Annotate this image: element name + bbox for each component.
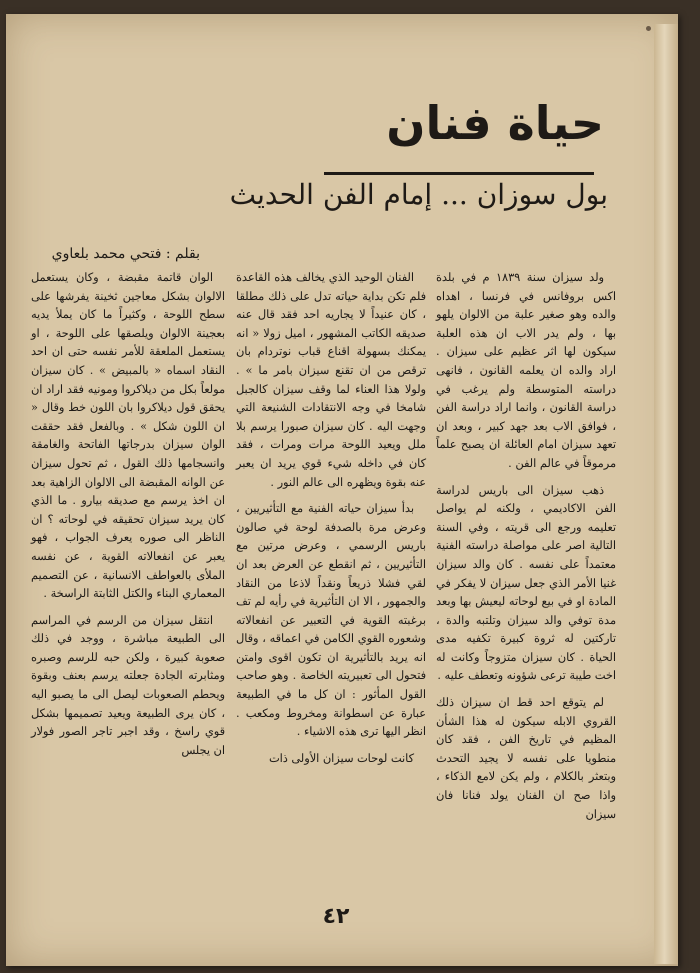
- page-number: ٤٢: [322, 904, 350, 929]
- text-column-left: [31, 269, 225, 768]
- paragraph: ولد سيزان سنة ١٨٣٩ م في بلدة اكس بروفانس في فرنسا ، اهداه والده وهو صغير علبة من الالوان يلهو بها ، ولم يدر الاب ان هذه العلبة سيكون لها اثر عظيم على سيزان . اراد والده ان يعلمه القانون ، فانهى دراسته المتوسطة ولم يرغب في دراسة القانون ، وانما اراد دراسة الفن ، فوافق الاب بعد جهد كبير ، وبعد ان تعهد سيزان امام العائلة ان يصبح علماً مرموقاً في عالم الفن .: [436, 271, 616, 470]
- byline-text: بقلم : فتحي محمد بلعاوي: [51, 246, 200, 262]
- article-title: بول سوزان ... إمام الفن الحديث: [229, 178, 608, 211]
- staple-mark: [646, 26, 651, 31]
- paragraph: كانت لوحات سيزان الأولى ذات: [268, 751, 414, 765]
- paragraph: بدأ سيزان حياته الفنية مع التأثيريين ، وعرض مرة بالصدفة لوحة في صالون باريس الرسمي ، وعرض مرتين مع التأثيريين ، ثم انقطع عن العرض بعد ان لقي فشلا ذريعاً ونقداً لاذعا من النقاد والجمهور ، الا ان التأثيرية في رأيه لم تف برغبته القوية في التعبير عن انفعالاته وشعوره القوي الكامن في اعماقه ، وقال انه يريد بالتأثيرية ان تكون اقوى وامتن فتحول الى تعبيريته الخاصة . وهو صاحب القول المأثور : ان كل ما في الطبيعة عبارة عن اسطوانة ومخروط ومكعب . انظر اليها ترى هذه الاشياء .: [236, 502, 426, 739]
- magazine-section-title: حياة فنان: [386, 96, 604, 150]
- paragraph: ذهب سيزان الى باريس لدراسة الفن الاكاديمي ، ولكنه لم يواصل تعليمه ورجع الى قريته ، وفي السنة التالية اصر على مواصلة دراسته الفنية معتمداً على نفسه . كان والد سيزان غنيا الأمر الذي جعل سيزان لا يفكر في المادة او في بيع لوحاته ليعيش بها وبعد مدة توفي والد سيزان وتلتبه والدة ، تاركتين له ثروة كبيرة تكفيه مدى الحياة . كان سيزان متزوجاً وكانت له اخت طيبة ترعى شؤونه وتعطف عليه .: [436, 483, 616, 683]
- paragraph: الفنان الوحيد الذي يخالف هذه القاعدة فلم تكن بداية حياته تدل على ذلك مطلقا ، كان عنيداً لا يجاريه احد فقد قال عنه صديقه الكاتب المشهور ، اميل زولا « انه يمكنك بسهولة اقناع قباب نوتردام بان ترقص من ان تقنع سيزان بامر ما » . ولولا هذا العناء لما وقف سيزان كالجبل شامخا في وجه الانتقادات الشنيعة التي وجهت اليه . كان سيزان صبورا يرسم بلا ملل ويعيد اللوحة مرات ومرات ، فقد كان في داخله شيء قوي يريد ان يعبر عنه بقوة ويظهره الى عالم النور .: [236, 271, 426, 489]
- text-column-middle: [236, 269, 426, 776]
- paragraph: الوان قاتمة مقبضة ، وكان يستعمل الالوان بشكل معاجين ثخينة يفرشها على سطح اللوحة ، وكثيراً ما كان يملأ يديه بعجينة الالوان ويلصقها على اللوحة ، او يستعمل الملعقة للأمر نفسه حتى ان احد النقاد اسماه « بالمبيض » . كان سيزان مولعاً بكل من ديلاكروا ومونيه فقد اراد ان يحقق قول ديلاكروا بان اللون خط وقال « ان اللون شكل » . وبالفعل فقد حققت الوان سيزان بدرجاتها الفاتحة والغامقة وانسجامها ذلك القول ، ثم تحول سيزان عن الوانه المقبضة الى الالوان الزاهية بعد ان اخذ يرسم مع صديقه بيارو . ما الذي كان يريد سيزان تحقيقه في لوحاته ؟ ان الناظر الى صوره يعرف الجواب ، فهو يعبر عن انفعالاته القوية ، عن نفسه الملأى بالعواطف الانسانية ، عن التصميم المعماري البناء والكتل الثابتة الراسخة .: [31, 271, 225, 601]
- magazine-page: [6, 14, 678, 966]
- paragraph: لم يتوقع احد قط ان سيزان ذلك القروي الابله سيكون له هذا الشأن المظيم في تاريخ الفن ، فقد كان منطويا على نفسه لا يجيد التحدث وبتعثر بالكلام ، ولم يكن لامع الذكاء ، واذا صح ان الفنان يولد فنانا فان سيزان: [436, 696, 616, 821]
- page-edge: [654, 24, 678, 964]
- text-column-right: [436, 269, 616, 832]
- paragraph: انتقل سيزان من الرسم في المراسم الى الطبيعة مباشرة ، ووجد في ذلك صعوبة كبيرة ، ولكن حبه للرسم وصبره ومثابرته الجادة جعلته يرسم بعنف وبقوة ويحطم الصعوبات ليصل الى ما يصبو اليه ، كان يرى الطبيعة ويعيد تصميمها بشكل قوي راسخ ، وقد اجبر تاجر الصور فولار ان يجلس: [31, 613, 225, 757]
- title-underline: [324, 172, 594, 175]
